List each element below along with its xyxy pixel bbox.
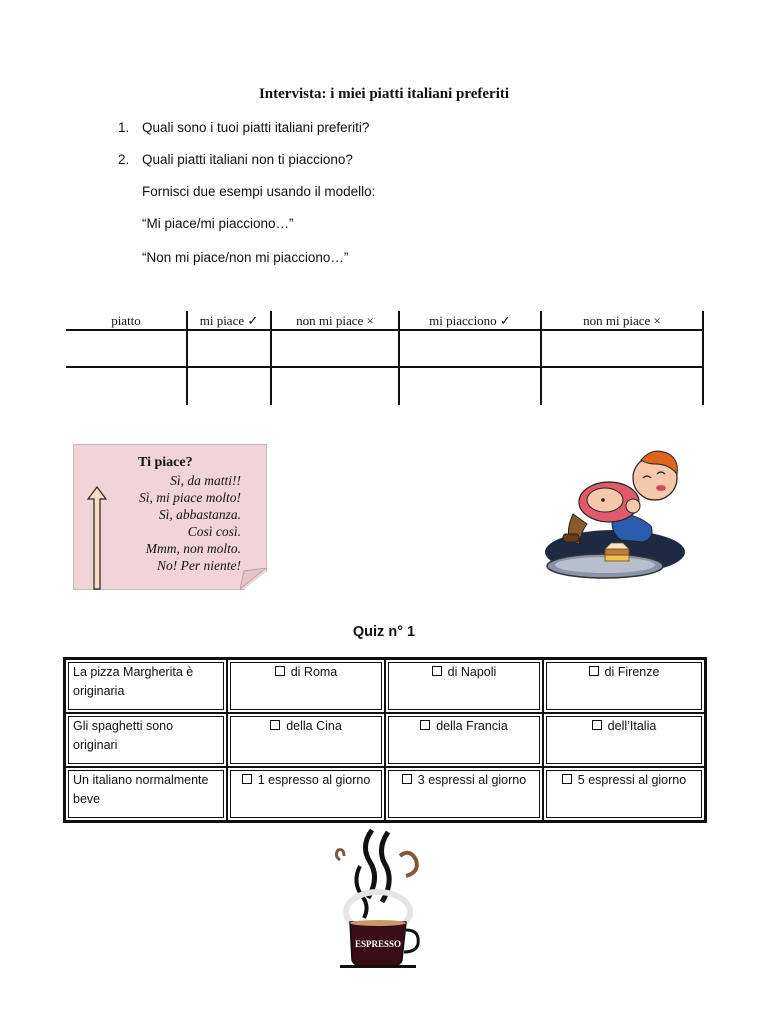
checkbox-icon[interactable]	[562, 774, 572, 784]
table-column-divider	[540, 311, 542, 405]
instruction-text: Fornisci due esempi usando il modello:	[142, 184, 376, 199]
quiz-question: Un italiano normalmente beve	[65, 767, 227, 821]
checkbox-icon[interactable]	[242, 774, 252, 784]
option-label: 1 espresso al giorno	[257, 773, 371, 787]
option-label: della Cina	[286, 719, 342, 733]
quiz-option[interactable]	[227, 767, 385, 821]
quiz-option[interactable]	[227, 713, 385, 767]
checkbox-icon[interactable]	[402, 774, 412, 784]
checkbox-icon[interactable]	[270, 720, 280, 730]
table-row-divider	[66, 366, 704, 368]
column-header: non mi piace ×	[583, 313, 661, 328]
espresso-cup-icon	[330, 826, 430, 970]
quiz-option[interactable]	[385, 659, 543, 713]
checkbox-icon[interactable]	[589, 666, 599, 676]
option-label: di Napoli	[447, 665, 497, 679]
quiz-option[interactable]	[227, 659, 385, 713]
column-header: mi piace ✓	[199, 313, 259, 328]
quiz-option[interactable]	[543, 767, 705, 821]
quiz-option[interactable]	[543, 713, 705, 767]
question-2	[118, 152, 353, 167]
question-number: 1.	[118, 120, 130, 135]
interview-table	[66, 311, 704, 405]
table-column-divider	[702, 311, 704, 405]
question-text: Quali piatti italiani non ti piacciono?	[142, 152, 353, 167]
question-text: Quali sono i tuoi piatti italiani preferiti?	[142, 120, 370, 135]
full-boy-illustration	[543, 442, 685, 584]
note-title: Ti piace?	[138, 455, 193, 470]
option-label: dell’Italia	[607, 719, 657, 733]
page-title: Intervista: i miei piatti italiani preferiti	[258, 86, 510, 102]
up-arrow-icon	[87, 486, 107, 590]
quiz-option[interactable]	[385, 767, 543, 821]
cup-label: ESPRESSO	[354, 939, 402, 949]
table-row-divider	[66, 329, 704, 331]
note-fold-corner	[240, 568, 266, 589]
option-label: di Roma	[290, 665, 338, 679]
quiz-table	[63, 657, 707, 823]
quiz-title: Quiz n° 1	[352, 624, 416, 640]
checkbox-icon[interactable]	[432, 666, 442, 676]
option-label: della Francia	[436, 719, 508, 733]
question-1	[118, 120, 369, 135]
quiz-option[interactable]	[543, 659, 705, 713]
checkbox-icon[interactable]	[420, 720, 430, 730]
question-number: 2.	[118, 152, 130, 167]
table-column-divider	[398, 311, 400, 405]
table-row	[65, 659, 705, 713]
column-header: piatto	[111, 313, 141, 328]
quiz-question: Gli spaghetti sono originari	[65, 713, 227, 767]
quiz-question: La pizza Margherita è originaria	[65, 659, 227, 713]
note-line: Sì, mi piace molto!	[139, 490, 241, 505]
option-label: di Firenze	[604, 665, 660, 679]
checkbox-icon[interactable]	[592, 720, 602, 730]
note-line: No! Per niente!	[157, 558, 241, 573]
table-row	[65, 767, 705, 821]
column-header: mi piacciono ✓	[429, 313, 511, 328]
note-line: Mmm, non molto.	[145, 541, 241, 556]
table-row	[65, 713, 705, 767]
quiz-option[interactable]	[385, 713, 543, 767]
option-label: 5 espressi al giorno	[577, 773, 687, 787]
checkbox-icon[interactable]	[275, 666, 285, 676]
column-header: non mi piace ×	[296, 313, 374, 328]
note-line: Sì, abbastanza.	[158, 507, 241, 522]
table-column-divider	[270, 311, 272, 405]
model-sentence-2: “Non mi piace/non mi piacciono…”	[142, 250, 349, 265]
note-line: Così così.	[187, 524, 241, 539]
table-column-divider	[186, 311, 188, 405]
model-sentence-1: “Mi piace/mi piacciono…”	[142, 216, 294, 231]
option-label: 3 espressi al giorno	[417, 773, 527, 787]
note-line: Sì, da matti!!	[170, 473, 241, 488]
